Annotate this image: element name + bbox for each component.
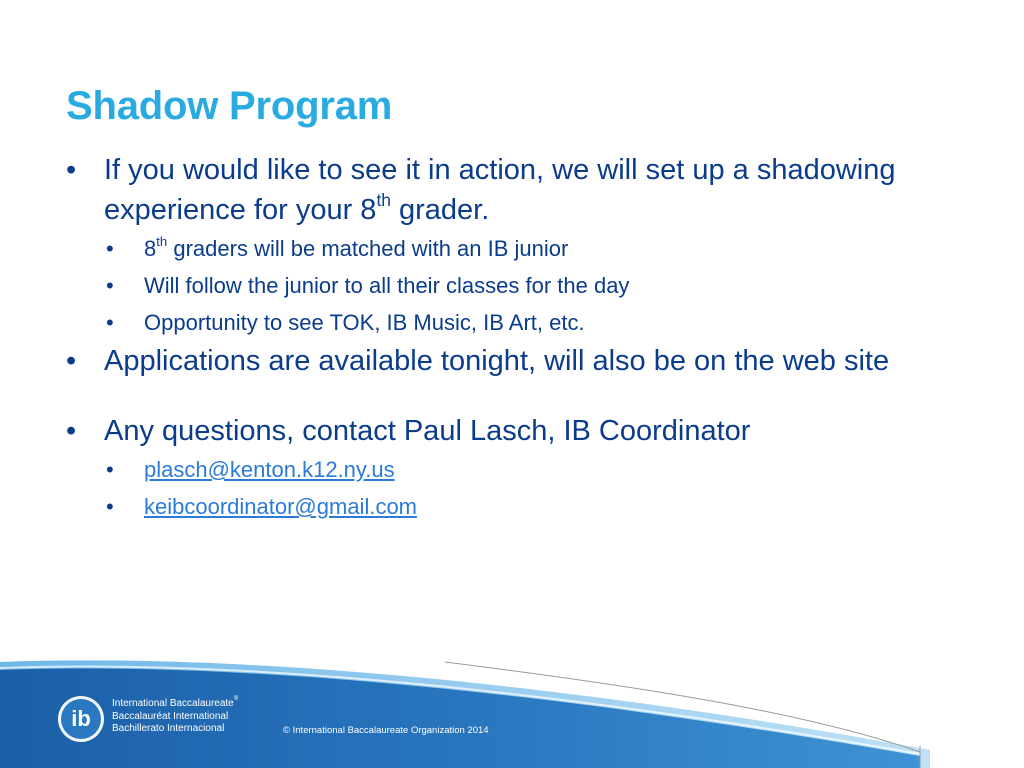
bullet-text: Applications are available tonight, will also be on the web site bbox=[104, 345, 890, 377]
bullet-marker: • bbox=[106, 457, 114, 482]
sub-bullet-text: Opportunity to see TOK, IB Music, IB Art, etc. bbox=[144, 310, 585, 335]
email-link-plasch[interactable]: plasch@kenton.k12.ny.us bbox=[144, 457, 395, 482]
org-name-english: International Baccalaureate bbox=[112, 698, 234, 709]
bullet-marker: • bbox=[106, 236, 114, 261]
bullet-marker: • bbox=[106, 310, 114, 335]
sub-bullet-text: Will follow the junior to all their classes for the day bbox=[144, 273, 630, 298]
org-name-french: Baccalauréat International bbox=[112, 710, 229, 722]
sub-bullet-follow bbox=[66, 267, 966, 304]
bullet-questions bbox=[66, 411, 966, 451]
org-name-spanish: Bachillerato Internacional bbox=[112, 723, 225, 734]
sub-bullet-opportunity bbox=[66, 304, 966, 341]
email-link-keibcoordinator[interactable]: keibcoordinator@gmail.com bbox=[144, 494, 418, 519]
bullet-marker: • bbox=[66, 154, 77, 186]
ib-logo-text: ib bbox=[71, 706, 91, 731]
spacer bbox=[66, 381, 966, 411]
bullet-text-end: grader. bbox=[390, 194, 490, 226]
grade-number: 8 bbox=[144, 236, 157, 261]
ordinal-suffix: th bbox=[376, 190, 391, 211]
sub-bullet-matched bbox=[66, 230, 966, 267]
sub-bullet-text: graders will be matched with an IB junior bbox=[167, 236, 569, 261]
sub-bullet-email-2 bbox=[66, 488, 966, 525]
bullet-marker: • bbox=[106, 494, 114, 519]
sub-bullet-email-1 bbox=[66, 451, 966, 488]
ordinal-suffix: th bbox=[156, 233, 168, 249]
bullet-text: Any questions, contact Paul Lasch, IB Coordinator bbox=[104, 415, 751, 447]
ib-logo-icon bbox=[56, 694, 106, 744]
bullet-list bbox=[66, 150, 966, 525]
registered-mark: ® bbox=[233, 695, 239, 702]
bullet-text: If you would like to see it in action, we will set up a shadowing experience for your 8 bbox=[104, 154, 896, 226]
slide-title: Shadow Program bbox=[66, 84, 393, 128]
bullet-marker: • bbox=[66, 345, 77, 377]
bullet-marker: • bbox=[66, 415, 77, 447]
bullet-shadowing bbox=[66, 150, 966, 230]
ib-organization-names bbox=[112, 695, 239, 736]
bullet-marker: • bbox=[106, 273, 114, 298]
copyright-notice: © International Baccalaureate Organization 2014 bbox=[283, 725, 489, 736]
bullet-applications bbox=[66, 341, 966, 381]
